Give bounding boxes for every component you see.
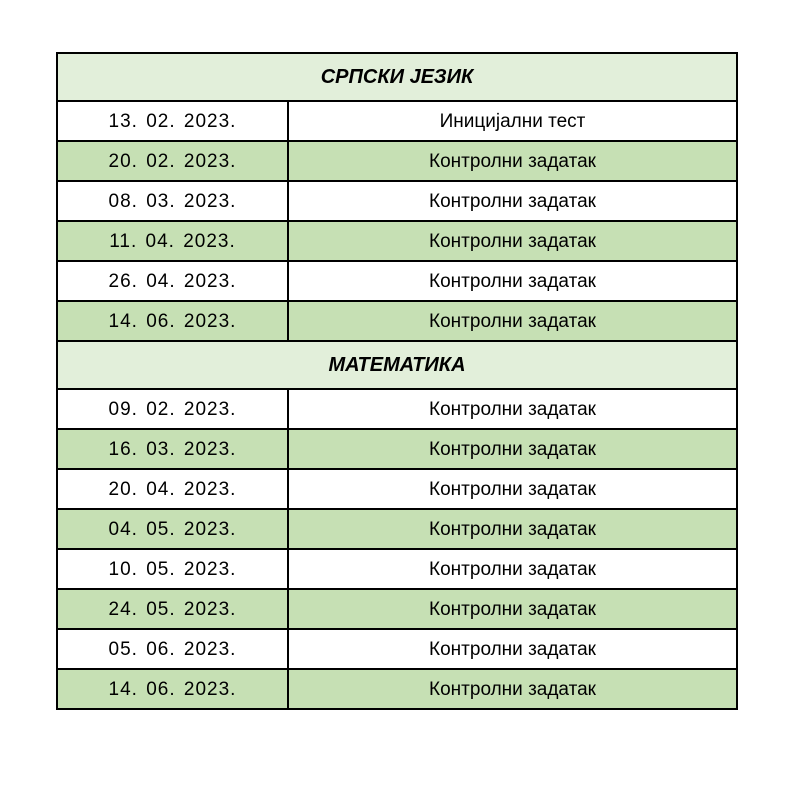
subject-header-row: [57, 341, 737, 389]
table-row: [57, 221, 737, 261]
date-cell: 04. 05. 2023.: [57, 509, 288, 549]
date-cell: 20. 02. 2023.: [57, 141, 288, 181]
description-cell: Иницијални тест: [288, 101, 737, 141]
table-row: [57, 429, 737, 469]
table-row: [57, 669, 737, 709]
description-cell: Контролни задатак: [288, 629, 737, 669]
description-cell: Контролни задатак: [288, 221, 737, 261]
test-schedule-table: [56, 52, 738, 710]
description-cell: Контролни задатак: [288, 301, 737, 341]
date-cell: 16. 03. 2023.: [57, 429, 288, 469]
table-row: [57, 389, 737, 429]
date-cell: 08. 03. 2023.: [57, 181, 288, 221]
table-row: [57, 589, 737, 629]
subject-header-row: [57, 53, 737, 101]
table-row: [57, 469, 737, 509]
date-cell: 05. 06. 2023.: [57, 629, 288, 669]
table-row: [57, 141, 737, 181]
table-row: [57, 181, 737, 221]
date-cell: 09. 02. 2023.: [57, 389, 288, 429]
table-row: [57, 549, 737, 589]
table-row: [57, 261, 737, 301]
table-row: [57, 101, 737, 141]
table-row: [57, 301, 737, 341]
description-cell: Контролни задатак: [288, 469, 737, 509]
description-cell: Контролни задатак: [288, 389, 737, 429]
date-cell: 26. 04. 2023.: [57, 261, 288, 301]
date-cell: 13. 02. 2023.: [57, 101, 288, 141]
subject-title: МАТЕМАТИКА: [57, 341, 737, 389]
date-cell: 14. 06. 2023.: [57, 669, 288, 709]
date-cell: 10. 05. 2023.: [57, 549, 288, 589]
description-cell: Контролни задатак: [288, 141, 737, 181]
table-row: [57, 509, 737, 549]
date-cell: 20. 04. 2023.: [57, 469, 288, 509]
description-cell: Контролни задатак: [288, 181, 737, 221]
subject-title: СРПСКИ ЈЕЗИК: [57, 53, 737, 101]
description-cell: Контролни задатак: [288, 589, 737, 629]
description-cell: Контролни задатак: [288, 429, 737, 469]
description-cell: Контролни задатак: [288, 549, 737, 589]
description-cell: Контролни задатак: [288, 669, 737, 709]
date-cell: 11. 04. 2023.: [57, 221, 288, 261]
description-cell: Контролни задатак: [288, 509, 737, 549]
description-cell: Контролни задатак: [288, 261, 737, 301]
date-cell: 24. 05. 2023.: [57, 589, 288, 629]
date-cell: 14. 06. 2023.: [57, 301, 288, 341]
table-row: [57, 629, 737, 669]
